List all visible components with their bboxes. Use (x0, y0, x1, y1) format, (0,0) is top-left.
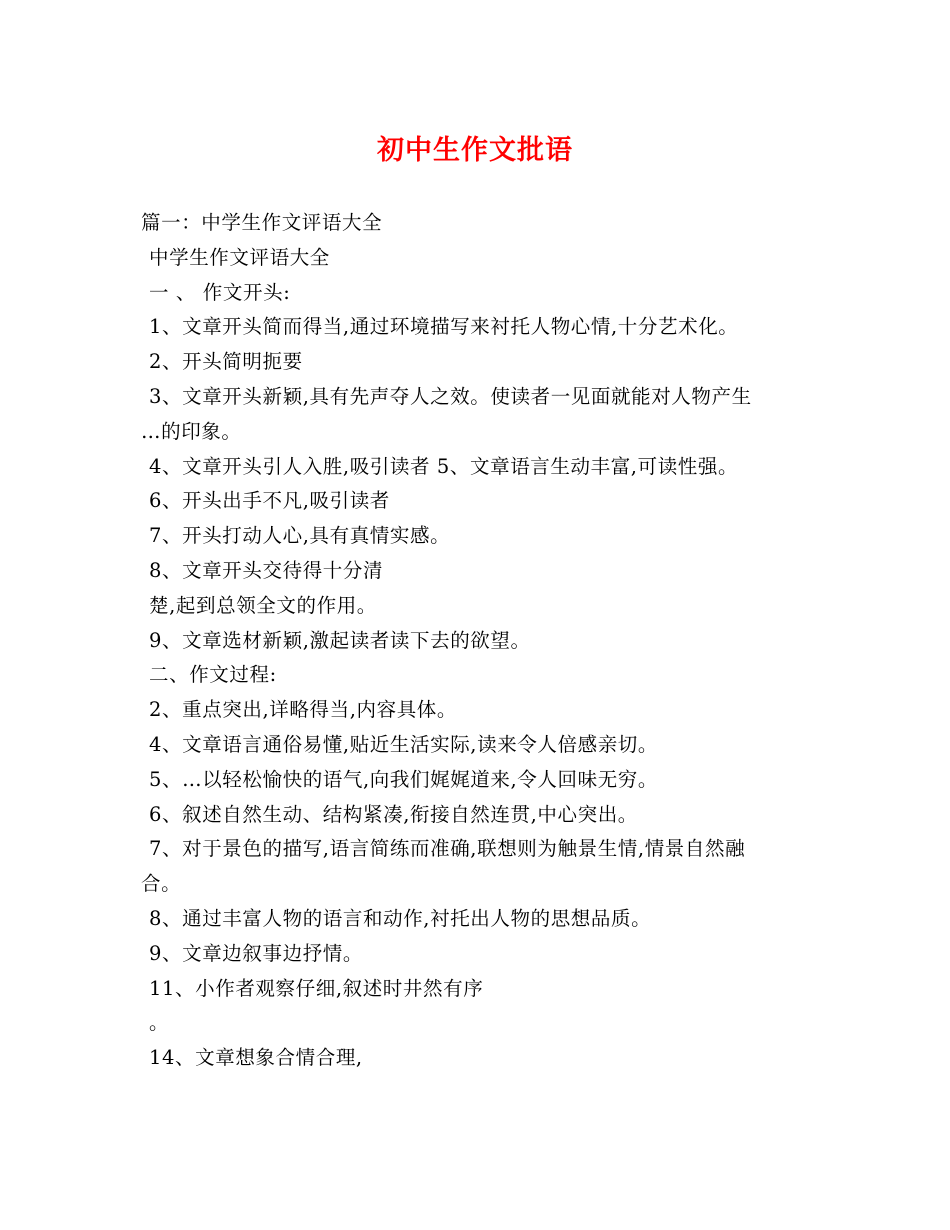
comment-line: 11、小作者观察仔细,叙述时井然有序 (149, 976, 484, 1000)
comment-line: 9、文章边叙事边抒情。 (149, 941, 364, 965)
comment-line: 3、文章开头新颖,具有先声夺人之效。使读者一见面就能对人物产生 (149, 384, 752, 408)
comment-line: 14、文章想象合情合理, (149, 1046, 363, 1070)
comment-line: 合。 (141, 872, 182, 896)
comment-line: 7、开头打动人心,具有真情实感。 (149, 524, 451, 548)
comment-line: 2、重点突出,详略得当,内容具体。 (149, 698, 458, 722)
comment-line: 8、文章开头交待得十分清 (149, 558, 384, 582)
document-body (141, 206, 821, 1076)
document-title: 初中生作文批语 (377, 135, 573, 166)
subtitle-line: 中学生作文评语大全 (149, 245, 330, 269)
comment-line: 8、通过丰富人物的语言和动作,衬托出人物的思想品质。 (149, 906, 652, 930)
comment-line: 楚,起到总领全文的作用。 (149, 593, 377, 617)
comment-line: 2、开头简明扼要 (149, 350, 303, 374)
comment-line: …的印象。 (141, 419, 242, 443)
section-heading: 篇一：中学生作文评语大全 (141, 211, 383, 234)
comment-line: 4、文章语言通俗易懂,贴近生活实际,读来令人倍感亲切。 (149, 732, 659, 756)
section-heading: 一 、 作文开头: (149, 280, 291, 304)
comment-line: 6、开头出手不凡,吸引读者 (149, 489, 390, 513)
comment-line: 4、文章开头引人入胜,吸引读者 5、文章语言生动丰富,可读性强。 (149, 454, 739, 478)
comment-line: 。 (149, 1011, 170, 1035)
comment-line: 7、对于景色的描写,语言简练而准确,联想则为触景生情,情景自然融 (149, 837, 746, 861)
section-heading: 二、作文过程: (149, 663, 277, 687)
comment-line: 6、叙述自然生动、结构紧凑,衔接自然连贯,中心突出。 (149, 802, 638, 826)
comment-line: 9、文章选材新颖,激起读者读下去的欲望。 (149, 628, 531, 652)
comment-line: 5、…以轻松愉快的语气,向我们娓娓道来,令人回味无穷。 (149, 767, 659, 791)
comment-line: 1、文章开头简而得当,通过环境描写来衬托人物心情,十分艺术化。 (149, 315, 739, 339)
